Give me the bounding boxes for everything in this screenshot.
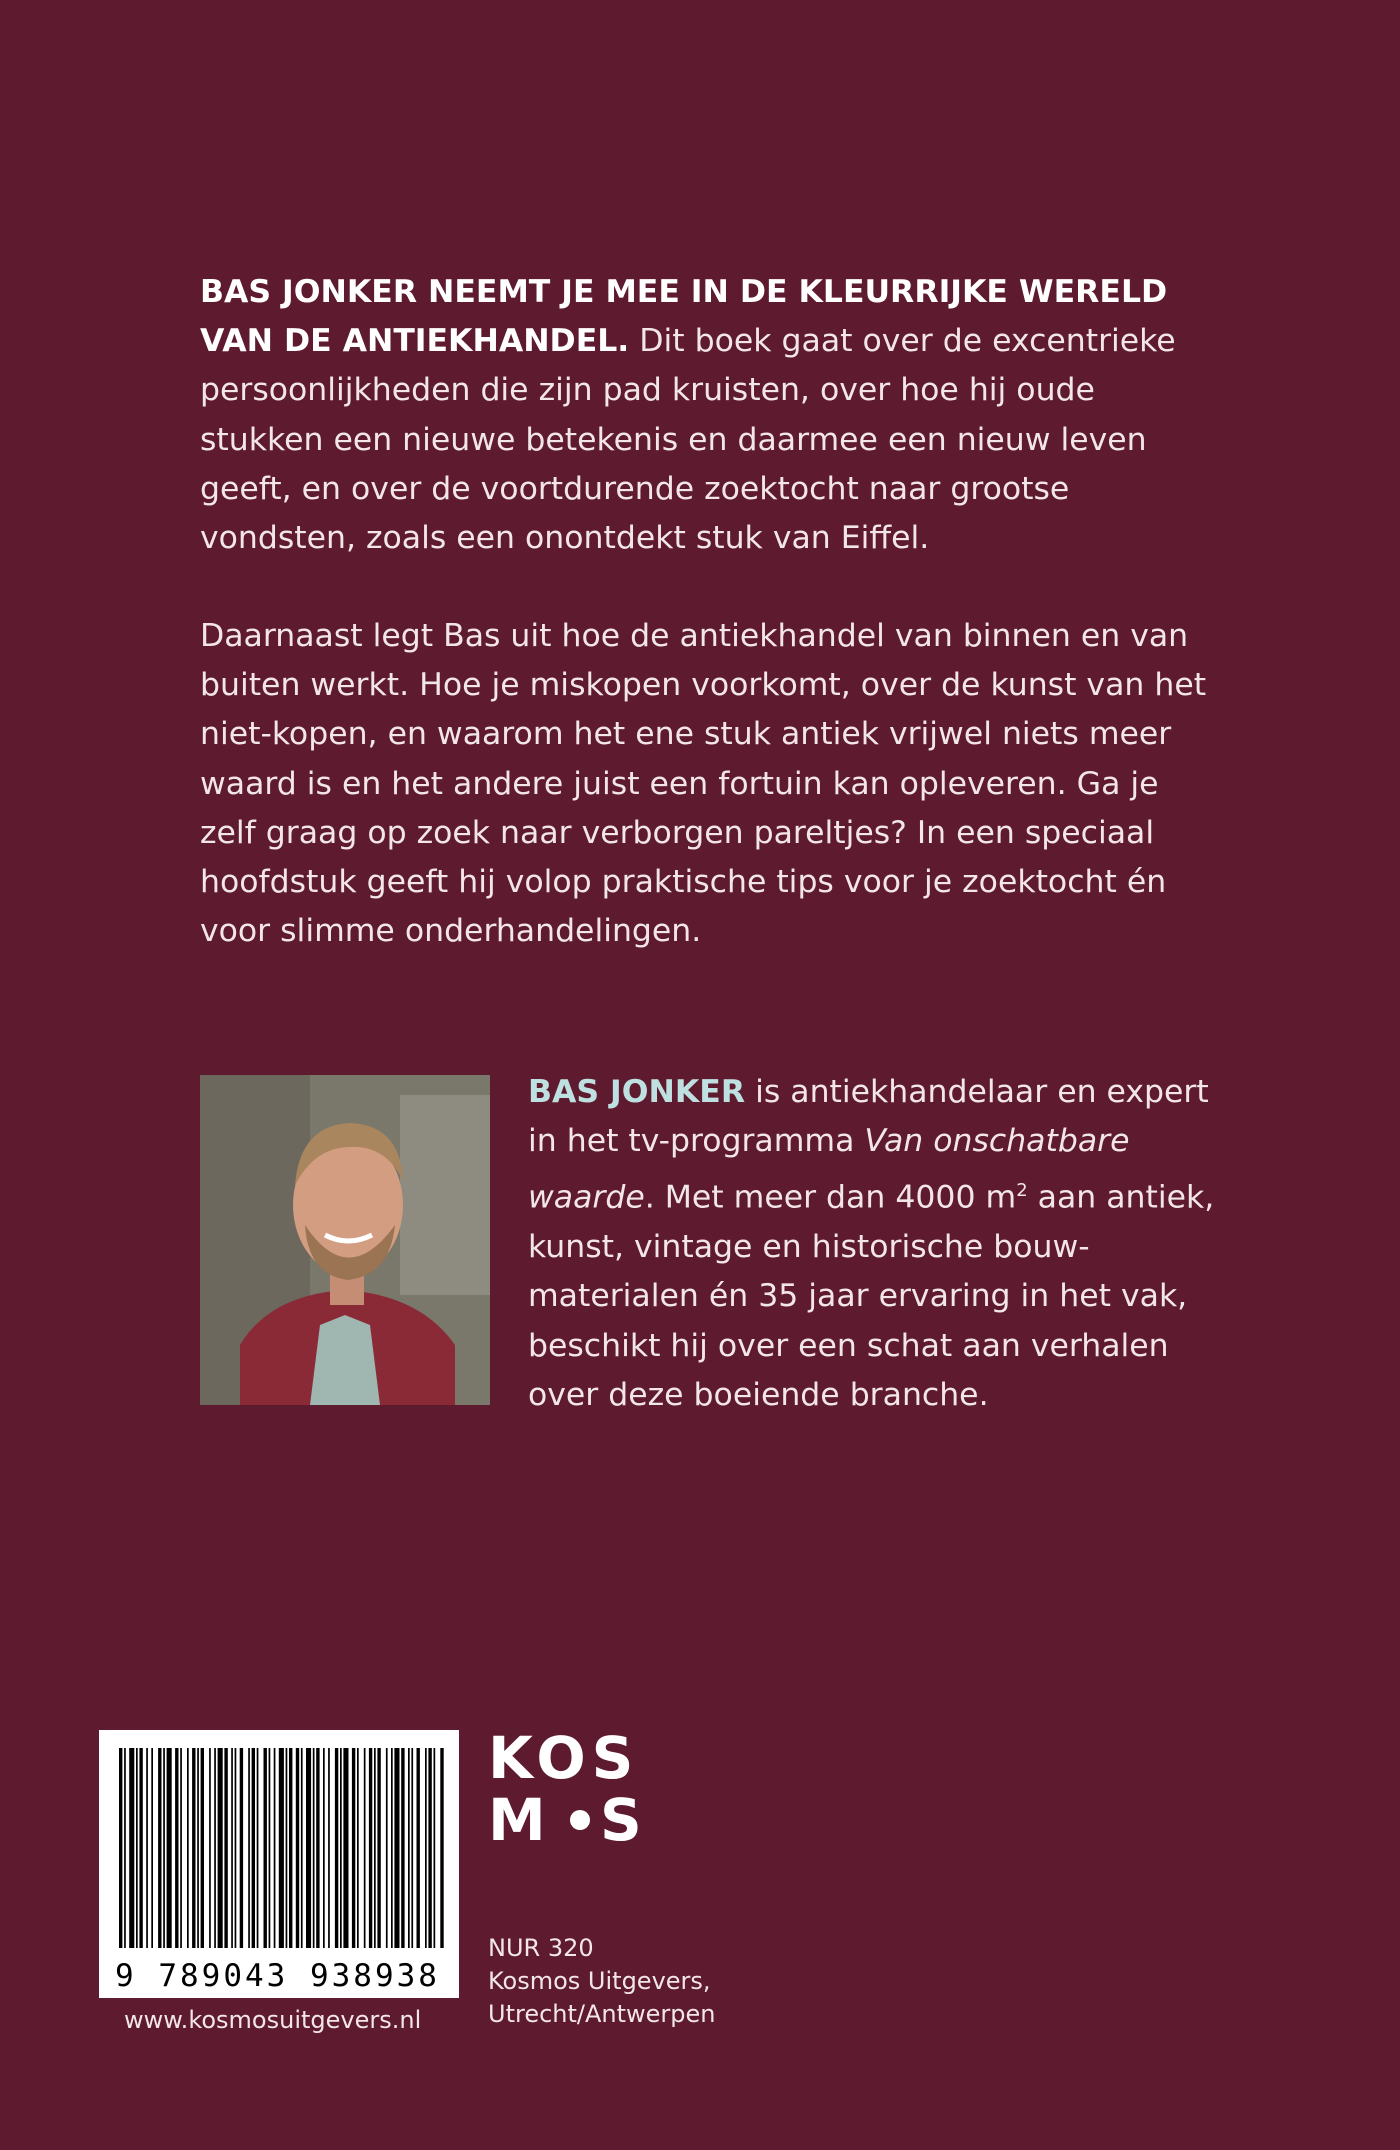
imprint-block (488, 1932, 716, 2031)
intro-paragraph (200, 268, 1220, 563)
author-bio-text-2: . Met meer dan 4000 m (644, 1179, 1017, 1216)
logo-dot (570, 1810, 590, 1830)
author-bio (528, 1068, 1228, 1420)
logo-line-1: KOS (488, 1728, 640, 1792)
barcode-bars (99, 1730, 459, 1955)
kosmos-logo (488, 1728, 648, 1848)
description-paragraph: Daarnaast legt Bas uit hoe de antiekhandel van binnen en van buiten werkt. Hoe je miskopen voorkomt, over de kunst van het niet-kopen, en waarom het ene stuk antiek vrijwel niets meer waard is en het andere juist een fortuin kan opleveren. Ga je zelf graag op zoek naar verborgen pareltjes? In een speciaal hoofdstuk geeft hij volop praktische tips voor je zoektocht én voor slimme onderhandelingen. (200, 618, 1207, 950)
publisher-location: Utrecht/Antwerpen (488, 2000, 716, 2028)
publisher-website: www.kosmosuitgevers.nl (124, 2006, 422, 2034)
isbn-number: 9 789043 938938 (115, 1958, 440, 1994)
isbn-barcode (99, 1730, 459, 1998)
intro-text: Dit boek gaat over de excentrieke persoonlijkheden die zijn pad kruisten, over hoe hij oude stukken een nieuwe betekenis en daarmee een nieuw leven geeft, en over de voortdurende zoektocht naar grootse vondsten, zoals een onontdekt stuk van Eiffel. (200, 323, 1176, 557)
nur-code: NUR 320 (488, 1934, 594, 1962)
tv-show-title: Van onschatbare waarde (528, 1123, 1130, 1216)
publisher-name: Kosmos Uitgevers, (488, 1967, 711, 1995)
area-superscript: 2 (1016, 1180, 1028, 1202)
author-bio-text-1: is antiekhandelaar en expert in het tv-programma (528, 1074, 1209, 1160)
logo-line-2-left: M (488, 1786, 546, 1848)
author-bio-text-3: aan antiek, kunst, vintage en historische bouw-materialen én 35 jaar ervaring in het vak, beschikt hij over een schat aan verhalen over deze boeiende branche. (528, 1179, 1215, 1413)
author-name: BAS JONKER (528, 1074, 746, 1110)
intro-lead: BAS JONKER NEEMT JE MEE IN DE KLEURRIJKE WERELD VAN DE ANTIEKHANDEL. (200, 274, 1168, 360)
logo-line-2-right: S (600, 1786, 642, 1848)
author-photo (200, 1075, 490, 1405)
